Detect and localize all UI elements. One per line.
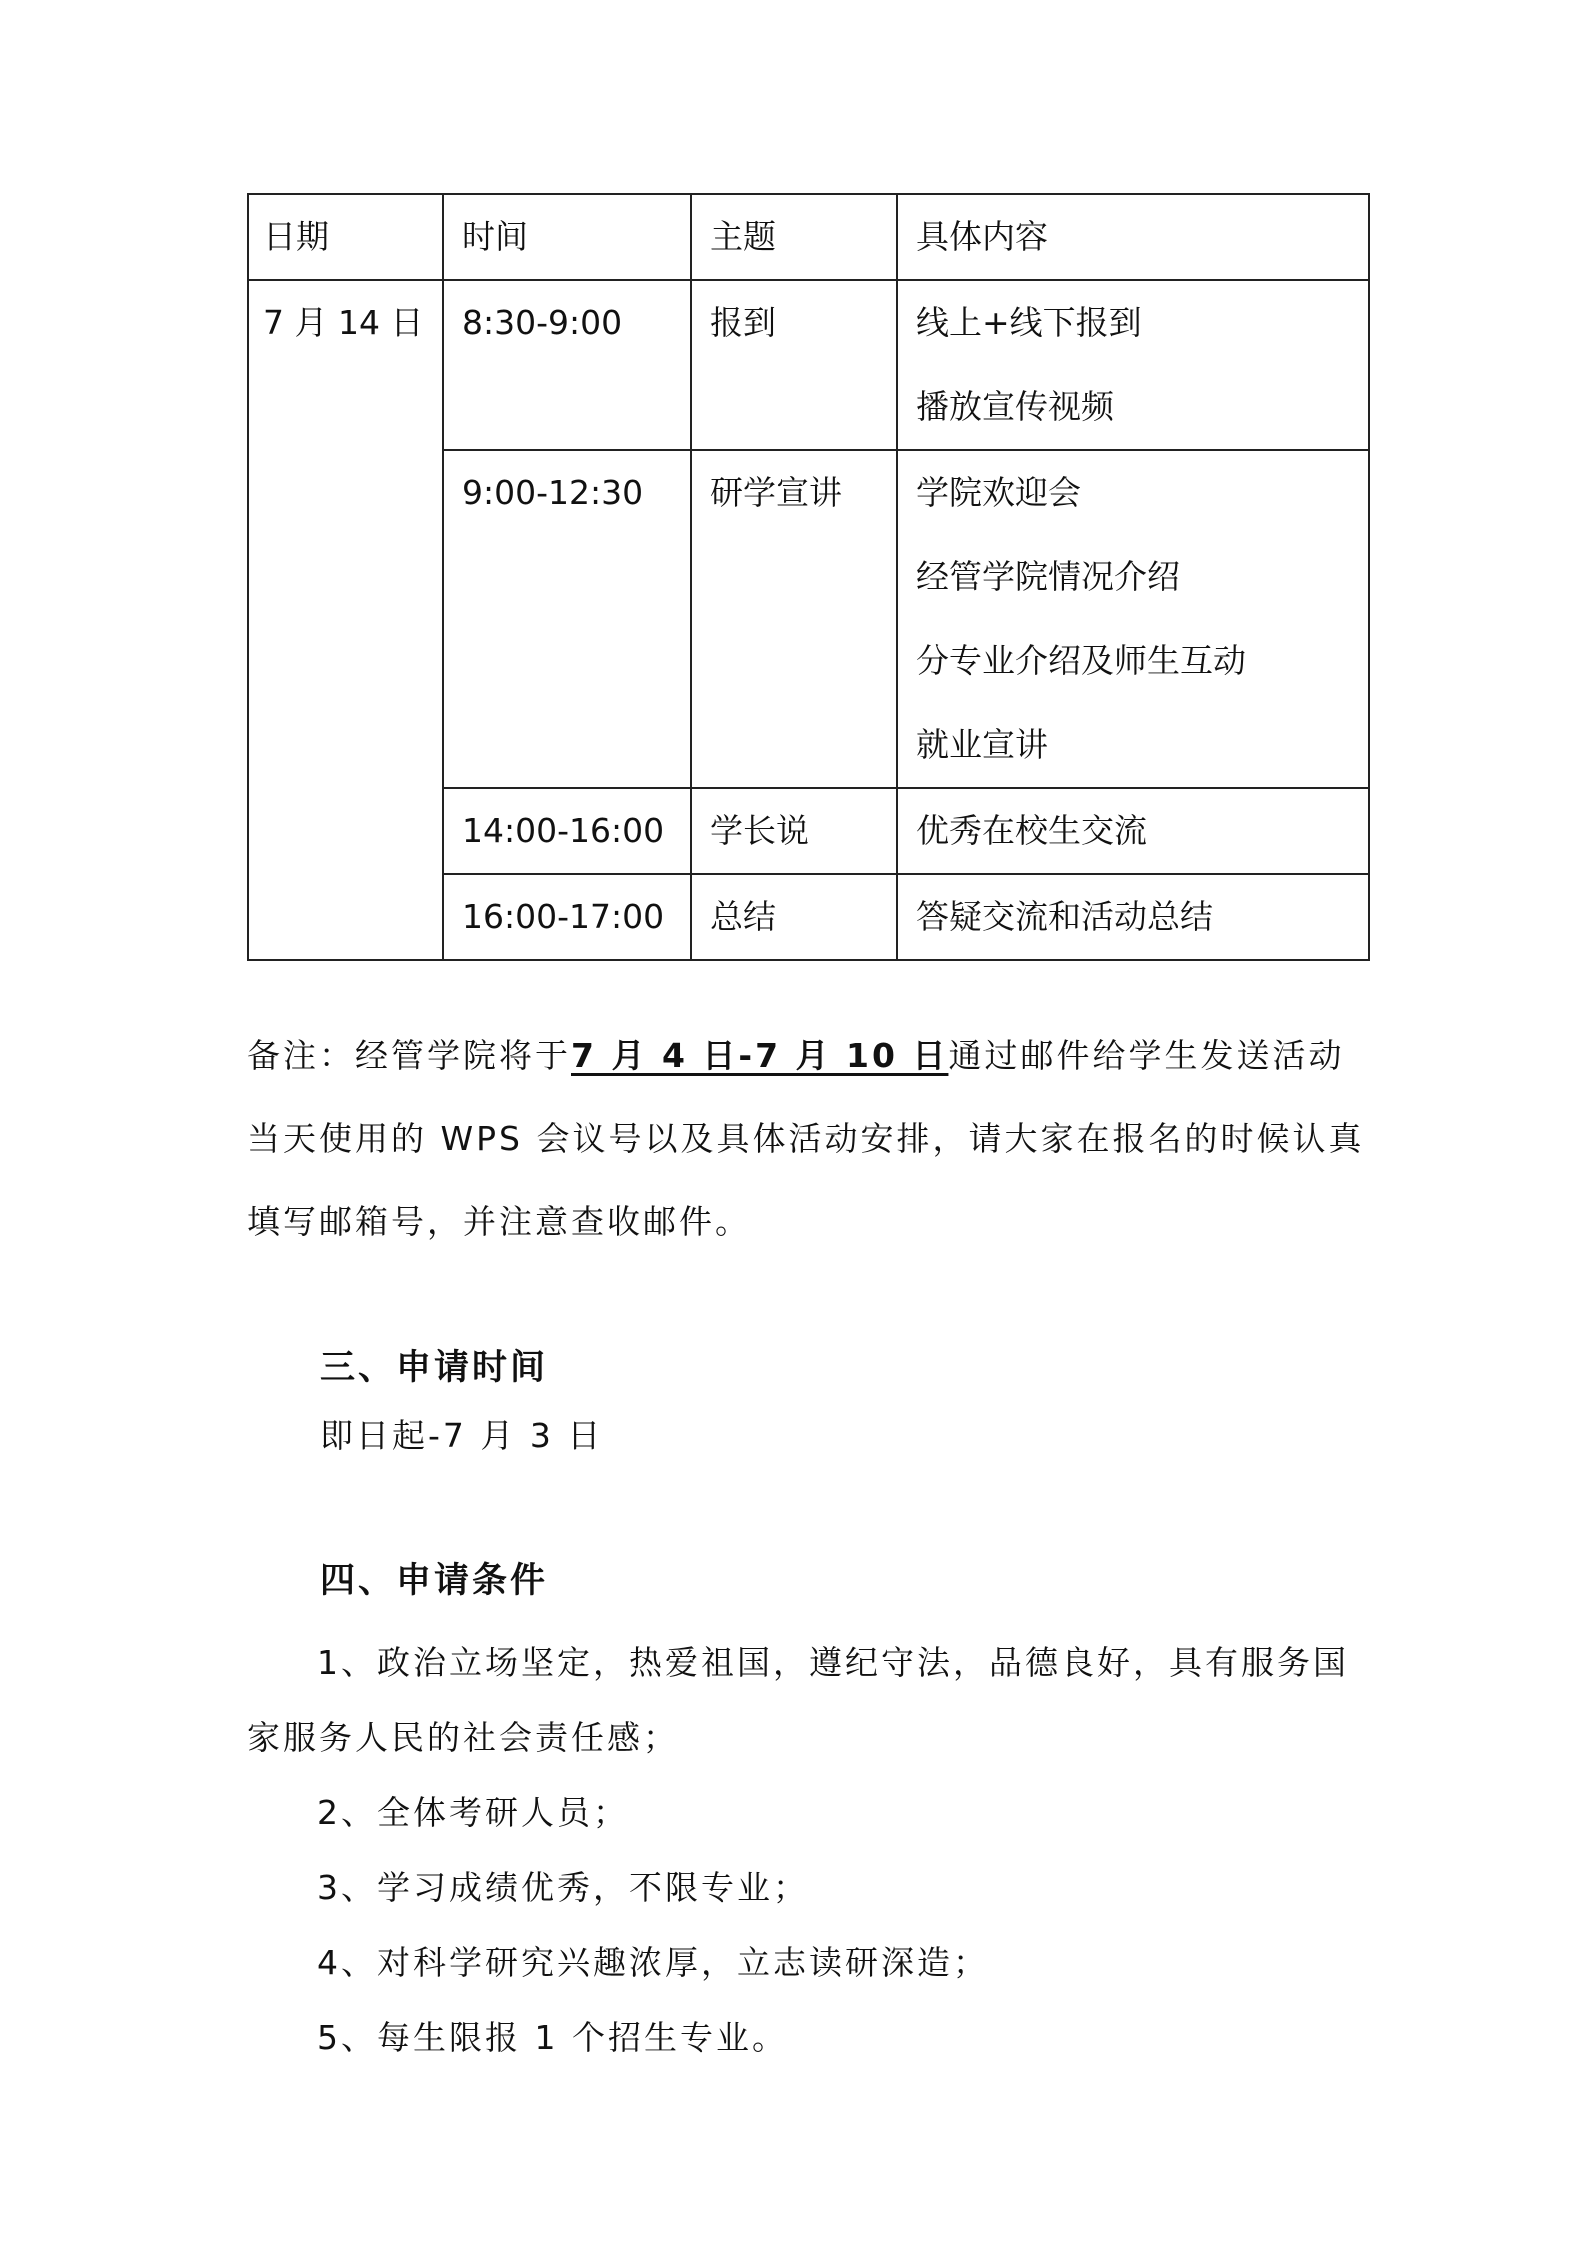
section-heading-conditions: 四、申请条件: [320, 1561, 549, 1601]
detail-line: 播放宣传视频: [916, 387, 1114, 426]
time-cell: 9:00-12:30: [443, 450, 691, 788]
detail-line: 就业宣讲: [916, 725, 1048, 764]
detail-line: 答疑交流和活动总结: [916, 897, 1213, 936]
list-item: 4、对科学研究兴趣浓厚，立志读研深造；: [317, 1943, 989, 1982]
list-item: 1、政治立场坚定，热爱祖国，遵纪守法，品德良好，具有服务国家服务人民的社会责任感；: [247, 1643, 1349, 1757]
list-item: 3、学习成绩优秀，不限专业；: [317, 1868, 809, 1907]
remark-paragraph: [247, 1014, 1370, 1263]
schedule-table: [247, 193, 1370, 961]
detail-cell: [897, 450, 1369, 788]
date-cell: 7 月 14 日: [248, 280, 443, 960]
topic-cell: 学长说: [691, 788, 897, 874]
time-cell: 16:00-17:00: [443, 874, 691, 960]
section-heading-application-time: 三、申请时间: [320, 1348, 549, 1388]
topic-cell: 研学宣讲: [691, 450, 897, 788]
header-topic: 主题: [691, 194, 897, 280]
detail-line: 学院欢迎会: [916, 473, 1081, 512]
header-time: 时间: [443, 194, 691, 280]
list-item: 5、每生限报 1 个招生专业。: [317, 2018, 788, 2057]
topic-cell: 总结: [691, 874, 897, 960]
detail-line: 优秀在校生交流: [916, 811, 1147, 850]
table-header-row: [248, 194, 1369, 280]
remark-date-range: 7 月 4 日-7 月 10 日: [571, 1036, 949, 1075]
remark-prefix: 备注：经管学院将于: [247, 1036, 571, 1075]
header-date: 日期: [248, 194, 443, 280]
detail-line: 经管学院情况介绍: [916, 557, 1180, 596]
remark-suffix: 通过邮件给学生发送活动当天使用的 WPS 会议号以及具体活动安排，请大家在报名的时候认真填写邮箱号，并注意查收邮件。: [247, 1036, 1365, 1241]
topic-cell: 报到: [691, 280, 897, 450]
detail-cell: [897, 874, 1369, 960]
detail-cell: [897, 280, 1369, 450]
time-cell: 14:00-16:00: [443, 788, 691, 874]
conditions-list: [247, 1625, 1370, 2075]
application-time-text: 即日起-7 月 3 日: [320, 1416, 604, 1455]
detail-cell: [897, 788, 1369, 874]
table-row: [248, 280, 1369, 450]
detail-line: 分专业介绍及师生互动: [916, 641, 1246, 680]
time-cell: 8:30-9:00: [443, 280, 691, 450]
detail-line: 线上+线下报到: [916, 303, 1142, 342]
list-item: 2、全体考研人员；: [317, 1793, 629, 1832]
header-detail: 具体内容: [897, 194, 1369, 280]
